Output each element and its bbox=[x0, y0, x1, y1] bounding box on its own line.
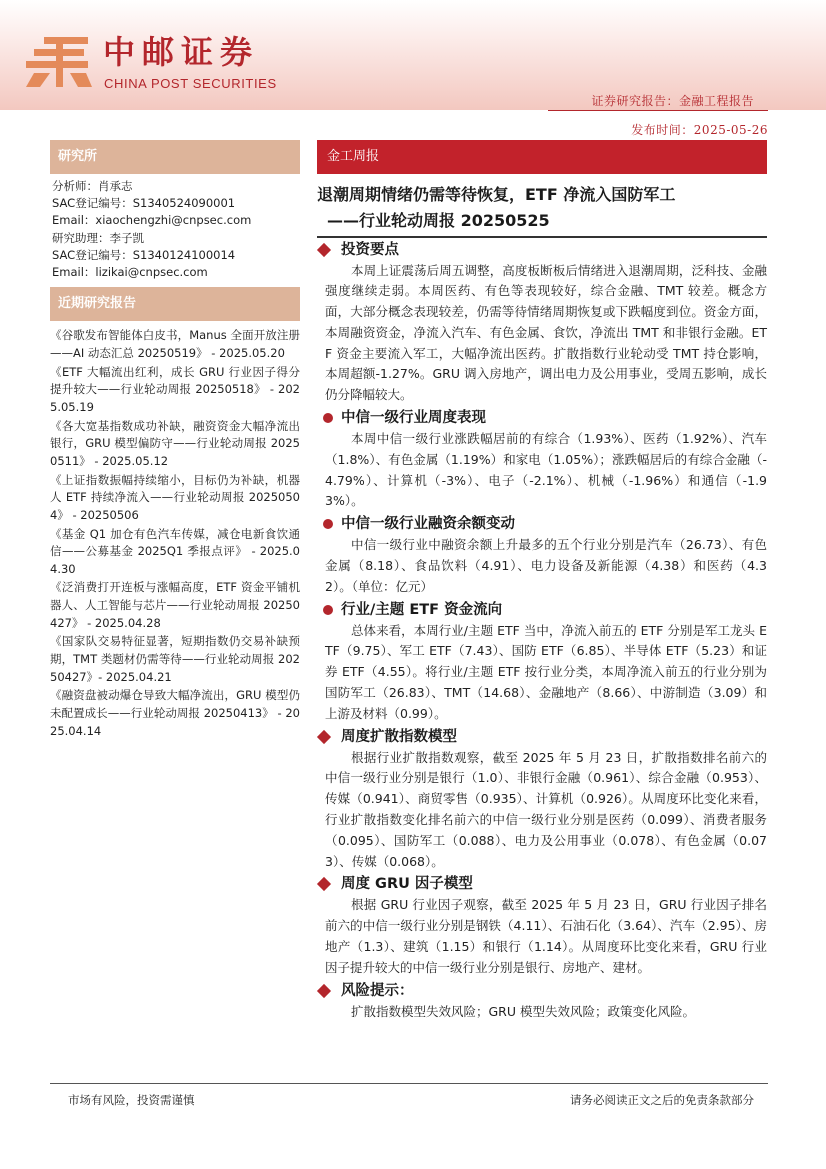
section-heading-risk: 风险提示： bbox=[317, 981, 767, 1001]
title-line-2: ——行业轮动周报 20250525 bbox=[327, 211, 550, 230]
analyst-line: SAC登记编号：S1340524090001 bbox=[52, 196, 236, 211]
left-sidebar bbox=[50, 140, 300, 741]
main-content bbox=[317, 140, 767, 1024]
recent-reports-heading: 近期研究报告 bbox=[50, 287, 300, 321]
recent-report-item[interactable]: 《融资盘被动爆仓导致大幅净流出，GRU 模型仍未配置成长——行业轮动周报 20250413》 - 2025.04.14 bbox=[50, 688, 300, 738]
report-type: 证券研究报告：金融工程报告 bbox=[591, 94, 754, 108]
section-heading-etf-flows: 行业/主题 ETF 资金流向 bbox=[317, 600, 767, 620]
diamond-bullet-icon bbox=[317, 242, 331, 256]
section-text-gru-model: 根据 GRU 行业因子观察，截至 2025 年 5 月 23 日，GRU 行业因子排名前六的中信一级行业分别是钢铁（4.11）、石油石化（3.64）、汽车（2.95）、房地产（1.3）、建筑（1.15）和银行（1.14）。从周度环比变化来看，GRU 行业因子提升较大的中信一级行业分别是银行、房地产、建材。 bbox=[325, 897, 767, 975]
analyst-info bbox=[50, 174, 300, 287]
recent-report-item[interactable]: 《上证指数振幅持续缩小，目标仍为补缺，机器人 ETF 持续净流入——行业轮动周报 20250504》 - 20250506 bbox=[50, 472, 300, 522]
section-text-margin-balance: 中信一级行业中融资余额上升最多的五个行业分别是汽车（26.73）、有色金属（8.18）、食品饮料（4.91）、电力设备及新能源（4.38）和医药（4.32）。（单位：亿元） bbox=[325, 537, 767, 594]
dot-bullet-icon bbox=[323, 413, 333, 423]
report-title bbox=[317, 182, 767, 234]
recent-reports-list bbox=[50, 321, 300, 740]
section-text-diffusion-model: 根据行业扩散指数观察，截至 2025 年 5 月 23 日，扩散指数排名前六的中信一级行业分别是银行（1.0）、非银行金融（0.961）、综合金融（0.953）、传媒（0.941）、商贸零售（0.935）、计算机（0.926）。从周度环比变化来看，行业扩散指数变化排名前六的中信一级行业分别是医药（0.099）、消费者服务（0.095）、国防军工（0.088）、电力及公用事业（0.078）、有色金属（0.073）、传媒（0.068）。 bbox=[325, 749, 767, 869]
header-divider bbox=[548, 110, 768, 111]
title-divider bbox=[317, 236, 767, 238]
section-text-risk: 扩散指数模型失效风险；GRU 模型失效风险；政策变化风险。 bbox=[351, 1003, 695, 1019]
section-text-etf-flows: 总体来看，本周行业/主题 ETF 当中，净流入前五的 ETF 分别是军工龙头 ETF（9.75）、军工 ETF（7.43）、国防 ETF（6.85）、半导体 ETF（5.23）和证券 ETF（4.55）。将行业/主题 ETF 按行业分类，本周净流入前五的行业分别为国防军工（26.83）、TMT（14.68）、金融地产（8.66）、中游制造（3.09）和上游及材料（0.99）。 bbox=[325, 622, 767, 721]
diamond-bullet-icon bbox=[317, 877, 331, 891]
analyst-line: 分析师：肖承志 bbox=[52, 179, 133, 193]
china-post-logo-icon bbox=[26, 33, 92, 89]
recent-report-item[interactable]: 《谷歌发布智能体白皮书，Manus 全面开放注册——AI 动态汇总 20250519》 - 2025.05.20 bbox=[50, 328, 300, 360]
footer-disclaimer-note: 请务必阅读正文之后的免责条款部分 bbox=[570, 1093, 754, 1107]
analyst-line: Email：lizikai@cnpsec.com bbox=[52, 265, 208, 280]
brand-name-en: CHINA POST SECURITIES bbox=[104, 76, 277, 91]
diamond-bullet-icon bbox=[317, 984, 331, 998]
section-heading-diffusion-model: 周度扩散指数模型 bbox=[317, 727, 767, 747]
section-heading-industry-performance: 中信一级行业周度表现 bbox=[317, 408, 767, 428]
dot-bullet-icon bbox=[323, 519, 333, 529]
recent-report-item[interactable]: 《国家队交易特征显著，短期指数仍交易补缺预期，TMT 类题材仍需等待——行业轮动周报 20250427》- 2025.04.21 bbox=[50, 634, 300, 684]
analyst-line: Email：xiaochengzhi@cnpsec.com bbox=[52, 213, 252, 228]
recent-report-item[interactable]: 《基金 Q1 加仓有色汽车传媒，减仓电新食饮通信——公募基金 2025Q1 季报点评》 - 2025.04.30 bbox=[50, 526, 300, 576]
analyst-line: SAC登记编号：S1340124100014 bbox=[52, 247, 236, 262]
title-line-1: 退潮周期情绪仍需等待恢复，ETF 净流入国防军工 bbox=[317, 185, 676, 204]
report-tag: 金工周报 bbox=[317, 140, 767, 174]
analyst-line: 研究助理：李子凯 bbox=[52, 230, 144, 245]
footer-divider bbox=[50, 1083, 768, 1084]
recent-report-item[interactable]: 《各大宽基指数成功补缺，融资资金大幅净流出银行，GRU 模型偏防守——行业轮动周报 20250511》 - 2025.05.12 bbox=[50, 418, 300, 468]
section-text-industry-performance: 本周中信一级行业涨跌幅居前的有综合（1.93%）、医药（1.92%）、汽车（1.8%）、有色金属（1.19%）和家电（1.05%）；涨跌幅居后的有综合金融（-4.79%）、计算机（-3%）、电子（-2.1%）、机械（-1.96%）和通信（-1.93%）。 bbox=[325, 431, 767, 509]
recent-report-item[interactable]: 《泛消费打开连板与涨幅高度，ETF 资金平铺机器人、人工智能与芯片——行业轮动周报 20250427》 - 2025.04.28 bbox=[50, 580, 300, 630]
institute-heading: 研究所 bbox=[50, 140, 300, 174]
section-heading-investment-points: 投资要点 bbox=[317, 240, 767, 260]
footer-risk-note: 市场有风险，投资需谨慎 bbox=[68, 1093, 195, 1107]
section-heading-gru-model: 周度 GRU 因子模型 bbox=[317, 874, 767, 894]
publish-date: 发布时间：2025-05-26 bbox=[631, 123, 768, 137]
section-heading-margin-balance: 中信一级行业融资余额变动 bbox=[317, 514, 767, 534]
recent-report-item[interactable]: 《ETF 大幅流出红利，成长 GRU 行业因子得分提升较大——行业轮动周报 20250518》 - 2025.05.19 bbox=[50, 364, 300, 414]
dot-bullet-icon bbox=[323, 605, 333, 615]
section-text-investment-points: 本周上证震荡后周五调整，高度板断板后情绪进入退潮周期，泛科技、金融强度继续走弱。本周医药、有色等表现较好，综合金融、TMT 较差。概念方面，大部分概念表现较差，仍需等待情绪周期恢复或下跌幅度到位。资金方面，本周融资资金，净流入汽车、有色金属、食饮，净流出 TMT 和非银行金融。ETF 资金主要流入军工，大幅净流出医药。扩散指数行业轮动受 TMT 持仓影响，本周超额-1.27%。GRU 调入房地产，调出电力及公用事业，受周五影响，成长仍分降幅较大。 bbox=[325, 262, 767, 403]
brand-name-cn: 中邮证券 bbox=[103, 33, 260, 71]
diamond-bullet-icon bbox=[317, 730, 331, 744]
